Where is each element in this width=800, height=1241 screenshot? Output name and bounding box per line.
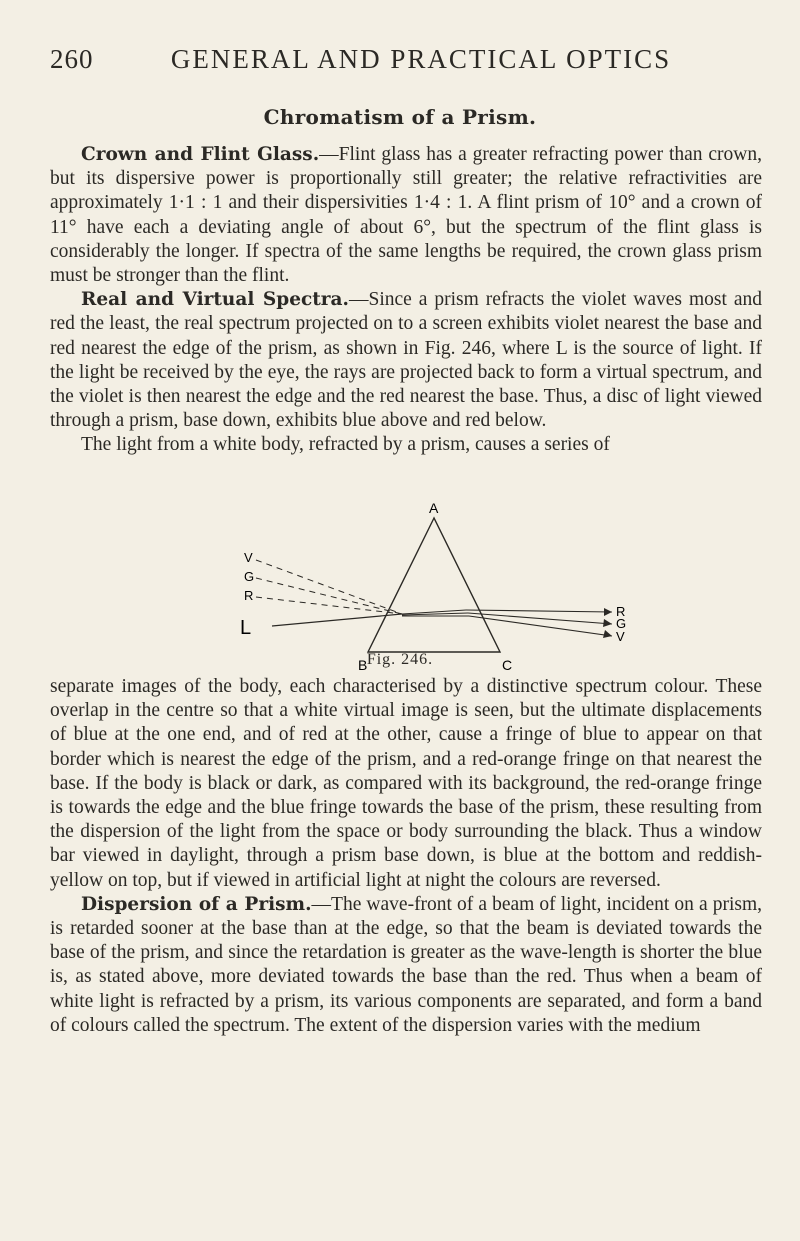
- paragraph-crown-flint: [50, 143, 762, 288]
- label-base-right: C: [502, 657, 513, 673]
- running-title: GENERAL AND PRACTICAL OPTICS: [170, 44, 672, 74]
- prism-triangle: [368, 518, 500, 652]
- paragraph-heading: Crown and Flint Glass.: [81, 144, 320, 165]
- page-number: 260: [50, 44, 94, 74]
- paragraph-text: —Flint glass has a greater refracting power than crown, but its dispersive power is proportionally still greater; the relative refractivities are approximately 1·1 : 1 and their dispersivities 1·4 : 1. A flint prism of 10° and a crown of 11° have each a deviating angle of about 6°, but the spectrum of the flint glass is considerably the longer. If spectra of the same lengths be required, the crown glass prism must be stronger than the flint.: [50, 144, 763, 287]
- page-header: [50, 44, 762, 84]
- paragraph-separate-images: [50, 675, 762, 893]
- label-real-r: R: [616, 604, 626, 619]
- label-real-v: V: [616, 629, 625, 644]
- paragraph-text: —The wave-front of a beam of light, incident on a prism, is retarded sooner at the base than at the edge, so that the beam is deviated towards the base of the prism, and since the retardation is greater as the wave-length is shorter the blue is, as stated above, more deviated towards the base than the red. Thus when a beam of white light is refracted by a prism, its various components are separated, and form a band of colours called the spectrum. The extent of the dispersion varies with the medium: [50, 893, 762, 1036]
- label-virtual-r: R: [244, 588, 254, 603]
- label-source: L: [240, 617, 252, 639]
- paragraph-text: —Since a prism refracts the violet waves most and red the least, the real spectrum projected on to a screen exhibits violet nearest the base and red nearest the edge of the prism, as shown in Fig. 246, where L is the source of light. If the light be received by the eye, the rays are projected back to form a virtual spectrum, and the violet is then nearest the edge and the red nearest the base. Thus, a disc of light viewed through a prism, base down, exhibits blue above and red below.: [50, 289, 762, 432]
- paragraph-heading: Real and Virtual Spectra.: [81, 289, 349, 311]
- label-apex: A: [429, 500, 439, 516]
- text-block-upper: [50, 143, 762, 458]
- label-base-left: B: [358, 657, 368, 673]
- arrow-head: [604, 608, 612, 616]
- virtual-ray-v: [256, 560, 402, 614]
- incident-ray: [272, 614, 402, 626]
- label-real-g: G: [616, 616, 627, 631]
- section-title: Chromatism of a Prism.: [263, 105, 537, 129]
- label-virtual-g: G: [244, 569, 255, 584]
- paragraph-dispersion: [50, 893, 762, 1038]
- text-block-lower: [50, 675, 762, 1038]
- paragraph-white-body-start: [50, 433, 762, 457]
- paragraph-real-virtual: [50, 288, 762, 433]
- paragraph-text: separate images of the body, each characterised by a distinctive spectrum colour. These overlap in the centre so that a white virtual image is seen, but the ultimate displacements of blue at the one end, and of red at the other, cause a fringe of blue to appear on that border which is nearest the edge of the prism, and a red-orange fringe on that nearest the base. If the body is black or dark, as compared with its background, the red-orange fringe is towards the edge and the blue fringe towards the base of the prism, these resulting from the dispersion of the light from the space or body surrounding the black. Thus a window bar viewed in daylight, through a prism base down, is blue at the bottom and reddish-yellow on top, but if viewed in artificial light at night the colours are reversed.: [50, 676, 762, 891]
- arrow-head: [603, 619, 612, 627]
- virtual-ray-g: [256, 578, 402, 614]
- emergent-ray-red: [466, 610, 612, 612]
- label-virtual-v: V: [244, 550, 253, 565]
- arrow-head: [603, 630, 612, 638]
- paragraph-heading: Dispersion of a Prism.: [81, 893, 312, 915]
- paragraph-text: The light from a white body, refracted by a prism, causes a series of: [81, 434, 610, 456]
- figure-caption: Fig. 246.: [366, 651, 434, 668]
